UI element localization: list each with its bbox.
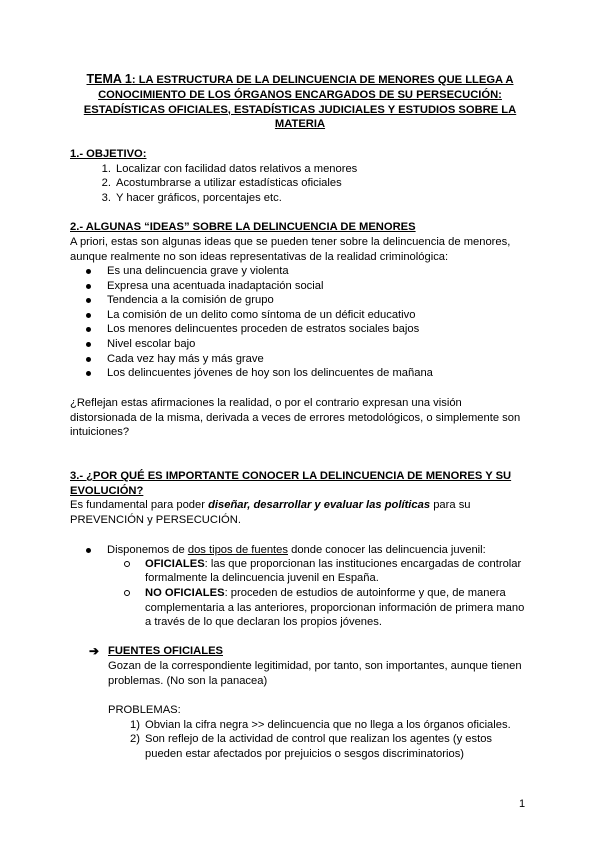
- sub-bullet-no-oficiales: [145, 586, 506, 601]
- idea-bullet: [107, 322, 419, 337]
- idea-text: Expresa una acentuada inadaptación social: [107, 280, 324, 292]
- sub-bullet-oficiales: [145, 557, 521, 572]
- bullet-dot-icon: [86, 548, 91, 553]
- hollow-bullet-icon: [124, 561, 130, 567]
- objective-text: Y hacer gráficos, porcentajes etc.: [116, 192, 282, 204]
- fuentes-heading-text: FUENTES OFICIALES: [108, 645, 223, 657]
- problem-item: [130, 718, 511, 733]
- bullet-dot-icon: [86, 342, 91, 347]
- sub-text: : las que proporcionan las instituciones encargadas de controlar: [204, 558, 522, 570]
- fuentes-line2: problemas. (No son la panacea): [108, 675, 268, 687]
- fuentes-line1: Gozan de la correspondiente legitimidad, por tanto, son importantes, aunque tienen: [108, 660, 522, 672]
- document-title: [70, 72, 530, 132]
- idea-bullet: [107, 308, 415, 323]
- list-number: 3.: [101, 192, 111, 204]
- title-line2: CONOCIMIENTO DE LOS ÓRGANOS ENCARGADOS DE SU PERSECUCIÓN:: [98, 88, 502, 101]
- problem-text: Son reflejo de la actividad de control que realizan los agentes (y estos: [145, 733, 493, 745]
- idea-text: La comisión de un delito como síntoma de un déficit educativo: [107, 309, 416, 321]
- problem-text-continued: pueden estar afectados por prejuicios o sesgos discriminatorios): [145, 748, 465, 760]
- section2-question-line2: distorsionada de la misma, derivada a veces de errores metodológicos, o simplemente son: [70, 412, 521, 424]
- idea-bullet: [107, 337, 195, 352]
- section3-intro-line2: PREVENCIÓN y PERSECUCIÓN.: [70, 514, 241, 526]
- sub-text-continued: formalmente la delincuencia juvenil en España.: [145, 572, 379, 584]
- section3-heading-line2: EVOLUCIÓN?: [70, 485, 144, 497]
- sub-text-continued: complementaria a las anteriores, proporcionan información de primera mano: [145, 602, 525, 614]
- bullet-underlined: dos tipos de fuentes: [187, 544, 288, 556]
- section3-intro: [70, 498, 530, 513]
- sub-text-continued: a través de lo que declaran los propios jóvenes.: [145, 616, 382, 628]
- problem-text: Obvian la cifra negra >> delincuencia que no llega a los órganos oficiales.: [145, 719, 511, 731]
- section2-intro-line2: aunque realmente no son ideas representativas de la realidad criminológica:: [70, 251, 449, 263]
- objective-item: [101, 176, 342, 191]
- idea-text: Cada vez hay más y más grave: [107, 353, 264, 365]
- sub-label: OFICIALES: [145, 558, 205, 570]
- list-number: 2.: [101, 177, 111, 189]
- intro-emphasis: diseñar, desarrollar y evaluar las políticas: [208, 499, 431, 511]
- idea-text: Los delincuentes jóvenes de hoy son los delincuentes de mañana: [107, 367, 433, 379]
- fuentes-bullet: [107, 543, 486, 558]
- title-line1: : LA ESTRUCTURA DE LA DELINCUENCIA DE MENORES QUE LLEGA A: [131, 74, 514, 86]
- idea-text: Es una delincuencia grave y violenta: [107, 265, 289, 277]
- idea-bullet: [107, 264, 289, 279]
- section3-heading-line1: 3.- ¿POR QUÉ ES IMPORTANTE CONOCER LA DELINCUENCIA DE MENORES Y SU: [70, 470, 512, 482]
- idea-text: Nivel escolar bajo: [107, 338, 196, 350]
- sub-label: NO OFICIALES: [145, 587, 225, 599]
- section1-heading: 1.- OBJETIVO:: [70, 148, 147, 160]
- problemas-label: PROBLEMAS:: [108, 704, 181, 716]
- sub-text: : proceden de estudios de autoinforme y que, de manera: [224, 587, 506, 599]
- bullet-dot-icon: [86, 357, 91, 362]
- objective-item: [101, 162, 358, 177]
- bullet-dot-icon: [86, 284, 91, 289]
- title-line4: MATERIA: [274, 118, 326, 131]
- section2-heading: 2.- ALGUNAS “IDEAS” SOBRE LA DELINCUENCIA DE MENORES: [70, 221, 416, 233]
- list-number: 1.: [101, 163, 111, 175]
- section2-question-line3: intuiciones?: [70, 426, 130, 438]
- problem-item: [130, 732, 493, 747]
- idea-bullet: [107, 366, 433, 381]
- bullet-dot-icon: [86, 327, 91, 332]
- intro-pre: Es fundamental para poder: [70, 499, 209, 511]
- idea-bullet: [107, 293, 274, 308]
- fuentes-oficiales-heading: [89, 644, 223, 659]
- title-tema: TEMA 1: [86, 72, 132, 86]
- section2-intro-line1: A priori, estas son algunas ideas que se pueden tener sobre la delincuencia de menores,: [70, 236, 511, 248]
- bullet-dot-icon: [86, 371, 91, 376]
- intro-post: para su: [430, 499, 471, 511]
- arrow-right-icon: ➔: [89, 644, 100, 658]
- page-number: 1: [519, 798, 526, 810]
- section2-question-line1: ¿Reflejan estas afirmaciones la realidad, o por el contrario expresan una visión: [70, 397, 462, 409]
- idea-bullet: [107, 352, 264, 367]
- bullet-dot-icon: [86, 298, 91, 303]
- bullet-dot-icon: [86, 313, 91, 318]
- objective-text: Acostumbrarse a utilizar estadísticas oficiales: [116, 177, 342, 189]
- hollow-bullet-icon: [124, 590, 130, 596]
- bullet-dot-icon: [86, 269, 91, 274]
- idea-text: Los menores delincuentes proceden de estratos sociales bajos: [107, 323, 420, 335]
- idea-bullet: [107, 279, 323, 294]
- objective-item: [101, 191, 282, 206]
- idea-text: Tendencia a la comisión de grupo: [107, 294, 274, 306]
- bullet-post: donde conocer las delincuencia juvenil:: [287, 544, 486, 556]
- list-number: 1): [130, 719, 140, 731]
- bullet-pre: Disponemos de: [107, 544, 188, 556]
- objective-text: Localizar con facilidad datos relativos a menores: [116, 163, 358, 175]
- title-line3: ESTADÍSTICAS OFICIALES, ESTADÍSTICAS JUDICIALES Y ESTUDIOS SOBRE LA: [83, 103, 517, 116]
- list-number: 2): [130, 733, 140, 745]
